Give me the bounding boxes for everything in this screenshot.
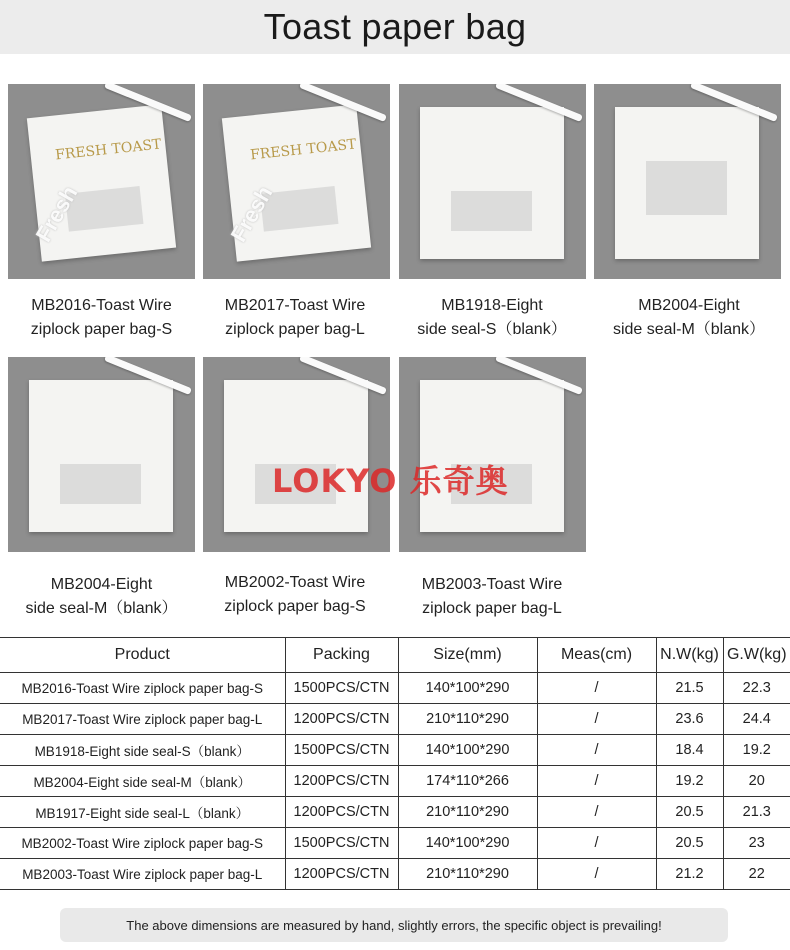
cell-size: 174*110*266 — [398, 766, 537, 797]
cell-gw: 20 — [723, 766, 790, 797]
cell-nw: 20.5 — [656, 828, 723, 859]
cell-meas: / — [537, 797, 656, 828]
caption-line: MB2004-Eight — [638, 297, 740, 314]
caption-line: side seal-M（blank） — [612, 321, 766, 338]
spec-table — [0, 637, 790, 890]
cell-meas: / — [537, 704, 656, 735]
cell-meas: / — [537, 859, 656, 890]
table-header-row — [0, 638, 790, 673]
bag-window — [646, 161, 727, 216]
caption-line: side seal-S（blank） — [417, 321, 567, 338]
cell-size: 210*110*290 — [398, 704, 537, 735]
header-nw: N.W(kg) — [656, 638, 723, 673]
bag-window — [60, 464, 141, 504]
product-photo-mb2004-b — [8, 357, 195, 552]
table-row — [0, 673, 790, 704]
cell-gw: 23 — [723, 828, 790, 859]
cell-size: 140*100*290 — [398, 828, 537, 859]
product-photo-mb1918 — [399, 84, 586, 279]
caption-line: MB2016-Toast Wire — [31, 297, 172, 314]
caption-line: MB1918-Eight — [441, 297, 543, 314]
table-row — [0, 704, 790, 735]
cell-nw: 21.2 — [656, 859, 723, 890]
cell-product: MB1918-Eight side seal-S（blank） — [0, 735, 285, 766]
caption-line: ziplock paper bag-L — [422, 600, 562, 617]
cell-nw: 23.6 — [656, 704, 723, 735]
table-row — [0, 797, 790, 828]
product-caption — [200, 294, 390, 342]
cell-product: MB2003-Toast Wire ziplock paper bag-L — [0, 859, 285, 890]
table-row — [0, 859, 790, 890]
table-row — [0, 828, 790, 859]
product-caption — [397, 573, 587, 621]
product-caption — [8, 573, 195, 621]
caption-line: ziplock paper bag-S — [224, 598, 366, 615]
product-caption — [594, 294, 784, 342]
bag-print-fresh: Fresh — [225, 181, 278, 246]
product-photo-mb2002 — [203, 357, 390, 552]
cell-packing: 1500PCS/CTN — [285, 735, 398, 766]
cell-product: MB2002-Toast Wire ziplock paper bag-S — [0, 828, 285, 859]
caption-line: MB2004-Eight — [50, 576, 153, 593]
cell-packing: 1200PCS/CTN — [285, 859, 398, 890]
watermark-logo: LOKYO 乐奇奥 — [272, 462, 509, 500]
product-caption — [8, 294, 195, 342]
bag-print-fresh: Fresh — [30, 181, 83, 246]
cell-nw: 18.4 — [656, 735, 723, 766]
cell-packing: 1500PCS/CTN — [285, 673, 398, 704]
bag-image — [615, 107, 759, 259]
caption-line: MB2003-Toast Wire — [421, 576, 563, 593]
cell-packing: 1500PCS/CTN — [285, 828, 398, 859]
bag-image — [420, 107, 564, 259]
product-photo-mb2016 — [8, 84, 195, 279]
bag-print-fresh-toast: FRESH TOAST — [54, 135, 162, 164]
table-row — [0, 735, 790, 766]
product-caption — [200, 571, 390, 619]
cell-nw: 21.5 — [656, 673, 723, 704]
cell-meas: / — [537, 828, 656, 859]
header-product: Product — [0, 638, 285, 673]
disclaimer-note: The above dimensions are measured by hand, slightly errors, the specific object is prevailing! — [60, 908, 728, 942]
header-meas: Meas(cm) — [537, 638, 656, 673]
cell-gw: 19.2 — [723, 735, 790, 766]
bag-print-fresh-toast: FRESH TOAST — [249, 135, 357, 164]
header-packing: Packing — [285, 638, 398, 673]
table-row — [0, 766, 790, 797]
caption-line: side seal-M（blank） — [25, 600, 178, 617]
cell-meas: / — [537, 766, 656, 797]
page-title: Toast paper bag — [263, 6, 527, 47]
caption-line: MB2002-Toast Wire — [224, 574, 366, 591]
cell-meas: / — [537, 735, 656, 766]
cell-gw: 21.3 — [723, 797, 790, 828]
cell-nw: 19.2 — [656, 766, 723, 797]
bag-window — [451, 191, 532, 231]
cell-size: 210*110*290 — [398, 859, 537, 890]
cell-size: 140*100*290 — [398, 735, 537, 766]
cell-product: MB2004-Eight side seal-M（blank） — [0, 766, 285, 797]
caption-line: ziplock paper bag-S — [30, 321, 173, 338]
cell-gw: 22 — [723, 859, 790, 890]
cell-size: 210*110*290 — [398, 797, 537, 828]
product-caption — [397, 294, 587, 342]
cell-product: MB1917-Eight side seal-L（blank） — [0, 797, 285, 828]
cell-packing: 1200PCS/CTN — [285, 766, 398, 797]
cell-size: 140*100*290 — [398, 673, 537, 704]
cell-gw: 24.4 — [723, 704, 790, 735]
title-banner — [0, 0, 790, 54]
cell-packing: 1200PCS/CTN — [285, 797, 398, 828]
cell-meas: / — [537, 673, 656, 704]
caption-line: MB2017-Toast Wire — [224, 297, 366, 314]
cell-product: MB2017-Toast Wire ziplock paper bag-L — [0, 704, 285, 735]
cell-gw: 22.3 — [723, 673, 790, 704]
header-size: Size(mm) — [398, 638, 537, 673]
caption-line: ziplock paper bag-L — [225, 321, 365, 338]
cell-nw: 20.5 — [656, 797, 723, 828]
bag-image — [29, 380, 173, 532]
cell-product: MB2016-Toast Wire ziplock paper bag-S — [0, 673, 285, 704]
product-photo-mb2003 — [399, 357, 586, 552]
header-gw: G.W(kg) — [723, 638, 790, 673]
cell-packing: 1200PCS/CTN — [285, 704, 398, 735]
product-photo-mb2017 — [203, 84, 390, 279]
product-photo-mb2004 — [594, 84, 781, 279]
